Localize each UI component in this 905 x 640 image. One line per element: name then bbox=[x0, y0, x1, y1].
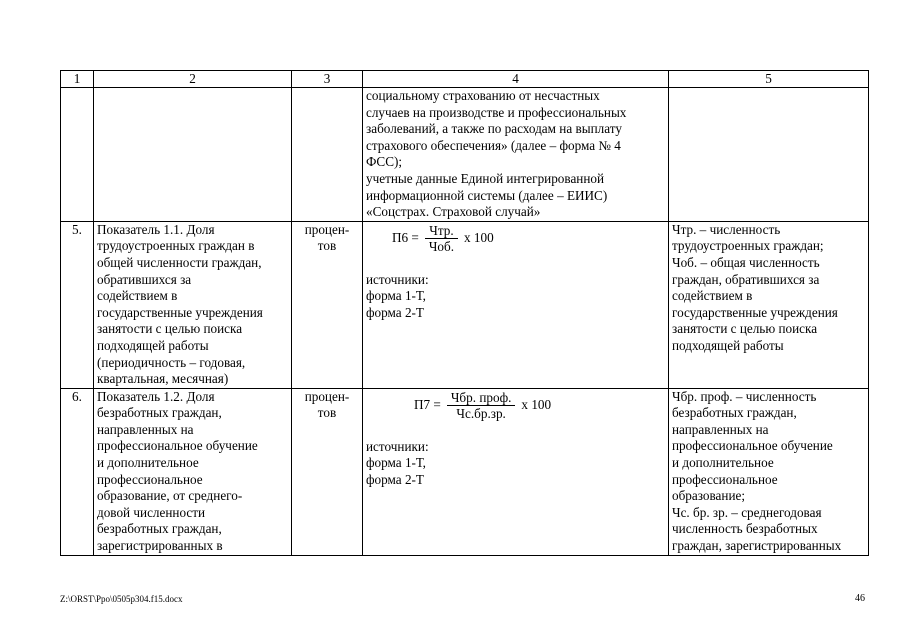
text-line: профессиональное обучение bbox=[97, 438, 258, 454]
indicator-description bbox=[94, 221, 292, 388]
text-line: безработных граждан, bbox=[97, 405, 222, 421]
formula-lhs: П6 = bbox=[392, 230, 419, 246]
text-line: довой численности bbox=[97, 504, 206, 520]
text-line: граждан, обратившихся за bbox=[672, 271, 820, 287]
text-line: содействием в bbox=[672, 288, 753, 304]
variable-definitions bbox=[669, 388, 869, 555]
text-line: безработных граждан, bbox=[672, 405, 797, 421]
indicators-table bbox=[60, 70, 869, 556]
formula-numerator: Чтр. bbox=[425, 223, 457, 239]
row-number: 6. bbox=[61, 388, 94, 555]
sources-label: источники: bbox=[366, 271, 429, 287]
text-line: социальному страхованию от несчастных bbox=[366, 88, 600, 103]
calculation-method bbox=[363, 221, 669, 388]
formula bbox=[414, 389, 665, 423]
text-line: Чоб. – общая численность bbox=[672, 254, 820, 270]
text-line: и дополнительное bbox=[97, 455, 199, 471]
text-line: трудоустроенных граждан в bbox=[97, 238, 255, 254]
cell-method bbox=[363, 88, 669, 222]
formula-fraction bbox=[447, 390, 516, 421]
text-line: квартальная, месячная) bbox=[97, 371, 229, 387]
indicator-description bbox=[94, 388, 292, 555]
text-line: занятости с целью поиска bbox=[672, 321, 818, 337]
text-line: образование; bbox=[672, 488, 746, 504]
text-line: процен- bbox=[304, 388, 350, 404]
text-line: тов bbox=[317, 405, 337, 421]
calculation-method bbox=[363, 388, 669, 555]
text-line: процен- bbox=[304, 221, 350, 237]
unit-of-measure bbox=[292, 388, 363, 555]
text-line: граждан, зарегистрированных bbox=[672, 538, 842, 554]
table-header-row bbox=[61, 71, 869, 88]
header-col-2: 2 bbox=[94, 71, 292, 88]
text-line: и дополнительное bbox=[672, 455, 774, 471]
cell-unit bbox=[292, 88, 363, 222]
sources-label: источники: bbox=[366, 438, 429, 454]
text-line: государственные учреждения bbox=[97, 304, 263, 320]
text-line: Чбр. проф. – численность bbox=[672, 388, 817, 404]
text-line: учетные данные Единой интегрированной bbox=[366, 170, 605, 186]
formula-numerator: Чбр. проф. bbox=[447, 390, 516, 406]
text-line: содействием в bbox=[97, 288, 178, 304]
table-row-6 bbox=[61, 388, 869, 555]
cell-indicator bbox=[94, 88, 292, 222]
text-line: информационной системы (далее – ЕИИС) bbox=[366, 187, 608, 203]
file-path-footer: Z:\ORST\Ppo\0505p304.f15.docx bbox=[60, 594, 183, 604]
variable-definitions bbox=[669, 221, 869, 388]
header-col-5: 5 bbox=[669, 71, 869, 88]
text-line: Чтр. – численность bbox=[672, 221, 781, 237]
cell-notes bbox=[669, 88, 869, 222]
text-line: «Соцстрах. Страховой случай» bbox=[366, 204, 541, 220]
text-line: подходящей работы bbox=[97, 337, 209, 353]
text-line: профессиональное обучение bbox=[672, 438, 833, 454]
source-item: форма 1-Т, bbox=[366, 288, 426, 304]
text-line: направленных на bbox=[97, 421, 194, 437]
text-line: безработных граждан, bbox=[97, 521, 222, 537]
text-line: страхового обеспечения» (далее – форма № 4 bbox=[366, 137, 621, 153]
formula-multiplier: х 100 bbox=[464, 230, 494, 246]
text-line: подходящей работы bbox=[672, 337, 784, 353]
unit-of-measure bbox=[292, 221, 363, 388]
header-col-1: 1 bbox=[61, 71, 94, 88]
text-line: Чс. бр. зр. – среднегодовая bbox=[672, 504, 822, 520]
text-line: Показатель 1.1. Доля bbox=[97, 221, 215, 237]
text-line: профессиональное bbox=[672, 471, 778, 487]
text-line: (периодичность – годовая, bbox=[97, 354, 246, 370]
text-line: случаев на производстве и профессиональных bbox=[366, 104, 627, 120]
text-line: обратившихся за bbox=[97, 271, 192, 287]
source-item: форма 2-Т bbox=[366, 471, 424, 487]
text-line: тов bbox=[317, 238, 337, 254]
text-line: занятости с целью поиска bbox=[97, 321, 243, 337]
page-number: 46 bbox=[855, 593, 865, 604]
text-line: ФСС); bbox=[366, 154, 403, 170]
text-line: профессиональное bbox=[97, 471, 203, 487]
formula-fraction bbox=[425, 223, 458, 254]
text-line: направленных на bbox=[672, 421, 769, 437]
text-line: государственные учреждения bbox=[672, 304, 838, 320]
header-col-3: 3 bbox=[292, 71, 363, 88]
source-item: форма 1-Т, bbox=[366, 455, 426, 471]
table-row-continued bbox=[61, 88, 869, 222]
cell-num bbox=[61, 88, 94, 222]
text-line: общей численности граждан, bbox=[97, 254, 262, 270]
formula-denominator: Чс.бр.зр. bbox=[456, 406, 506, 422]
text-line: зарегистрированных в bbox=[97, 538, 223, 554]
text-line: заболеваний, а также по расходам на выплату bbox=[366, 121, 622, 137]
text-line: численность безработных bbox=[672, 521, 818, 537]
source-item: форма 2-Т bbox=[366, 304, 424, 320]
formula-denominator: Чоб. bbox=[428, 239, 455, 255]
text-line: образование, от среднего- bbox=[97, 488, 243, 504]
row-number: 5. bbox=[61, 221, 94, 388]
formula-lhs: П7 = bbox=[414, 397, 441, 413]
formula bbox=[392, 222, 665, 256]
formula-multiplier: х 100 bbox=[521, 397, 552, 413]
table-row-5 bbox=[61, 221, 869, 388]
text-line: Показатель 1.2. Доля bbox=[97, 388, 215, 404]
text-line: трудоустроенных граждан; bbox=[672, 238, 824, 254]
header-col-4: 4 bbox=[363, 71, 669, 88]
